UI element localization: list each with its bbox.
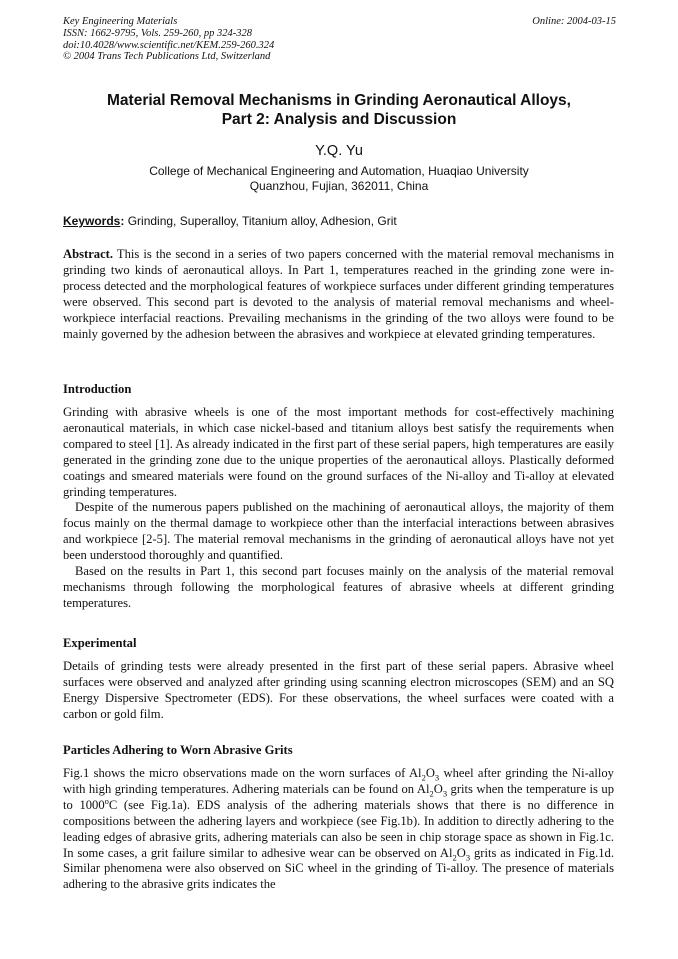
keywords (63, 214, 397, 228)
experimental-paragraph-1: Details of grinding tests were already presented in the first part of these serial papers. Abrasive wheel surfaces were observed and analyzed after grinding using scanning electron microscopes (SEM) and an SQ Energy Dispersive Spectrometer (EDS). For these observations, the wheel surfaces were coated with a carbon or gold film. (63, 659, 614, 721)
affiliation-line-2: Quanzhou, Fujian, 362011, China (249, 178, 429, 193)
title-line-2: Part 2: Analysis and Discussion (221, 111, 457, 128)
introduction-paragraph-1: Grinding with abrasive wheels is one of the most important methods for cost-effectively machining aeronautical materials, in which case nickel-based and titanium alloys best satisfy the requirements when compared to steel [1]. As already indicated in the first part of these serial papers, high temperatures are easily generated in the grinding zone due to the unique properties of the aeronautical alloys. Plastically deformed coatings and smeared materials were found on the ground surfaces of the Ni-alloy and Ti-alloy at elevated grinding temperatures. (63, 405, 614, 499)
keywords-colon: : (120, 214, 125, 228)
experimental-heading: Experimental (63, 636, 137, 650)
introduction-paragraph-2: Despite of the numerous papers published on the machining of aeronautical alloys, the majority of them focus mainly on the thermal damage to workpiece other than the interfacial interactions between abrasives and workpiece [2-5]. The material removal mechanisms in the grinding of aeronautical alloys have not yet been understood thoroughly and quantified. (63, 500, 614, 563)
paper-title (0, 91, 678, 129)
abstract-text: This is the second in a series of two papers concerned with the material removal mechanisms in grinding two kinds of aeronautical alloys. In Part 1, temperatures reached in the grinding zone were in-process detected and the morphological features of workpiece surfaces under different grinding temperatures were observed. This second part is devoted to the analysis of material removal mechanisms and wheel-workpiece interfacial reactions. Prevailing mechanisms in the grinding of the two alloys were found to be mainly governed by the adhesion between the abrasives and workpiece at elevated grinding temperatures. (63, 247, 614, 341)
particles-paragraph-1: Fig.1 shows the micro observations made on the worn surfaces of $Al_2O_3$ wheel after grinding the Ni-alloy with high grinding temperatures. Adhering materials can be found on $Al_2O_3$ grits when the temperature is up to 1000$^o$C (see Fig.1a). EDS analysis of the adhering materials shows that there is no difference in compositions between the adhering layers and workpiece (see Fig.1b). In addition to directly adhering to the leading edges of abrasive grits, adhering materials can also be seen in chip storage space as shown in Fig.1c. In some cases, a grit failure similar to adhesive wear can be observed on $Al_2O_3$ grits as indicated in Fig.1d. Similar phenomena were also observed on SiC wheel in the grinding of Ti-alloy. The presence of materials adhering to the abrasive grits indicates the (63, 766, 614, 892)
affiliation-line-1: College of Mechanical Engineering and Automation, Huaqiao University (149, 164, 529, 178)
abstract-label: Abstract. (63, 247, 114, 261)
journal-header (63, 16, 274, 63)
keywords-text: Grinding, Superalloy, Titanium alloy, Adhesion, Grit (124, 214, 397, 228)
introduction-heading: Introduction (63, 382, 132, 396)
particles-body (63, 766, 614, 893)
journal-name: Key Engineering Materials (63, 16, 178, 27)
keywords-label: Keywords (63, 214, 121, 228)
author-name: Y.Q. Yu (315, 143, 363, 159)
title-line-1: Material Removal Mechanisms in Grinding Aeronautical Alloys, (107, 92, 571, 109)
online-date: Online: 2004-03-15 (532, 16, 616, 27)
particles-heading: Particles Adhering to Worn Abrasive Grits (63, 743, 293, 757)
journal-doi: doi:10.4028/www.scientific.net/KEM.259-260.324 (63, 39, 275, 51)
introduction-body (63, 405, 614, 612)
journal-issn: ISSN: 1662-9795, Vols. 259-260, pp 324-328 (63, 27, 252, 39)
journal-copyright: © 2004 Trans Tech Publications Ltd, Switzerland (63, 51, 271, 63)
introduction-paragraph-3: Based on the results in Part 1, this second part focuses mainly on the analysis of the material removal mechanisms through following the morphological features of abrasive wheels at different grinding temperatures. (63, 564, 614, 610)
experimental-body (63, 659, 614, 723)
affiliation (0, 164, 678, 193)
abstract (63, 247, 614, 342)
